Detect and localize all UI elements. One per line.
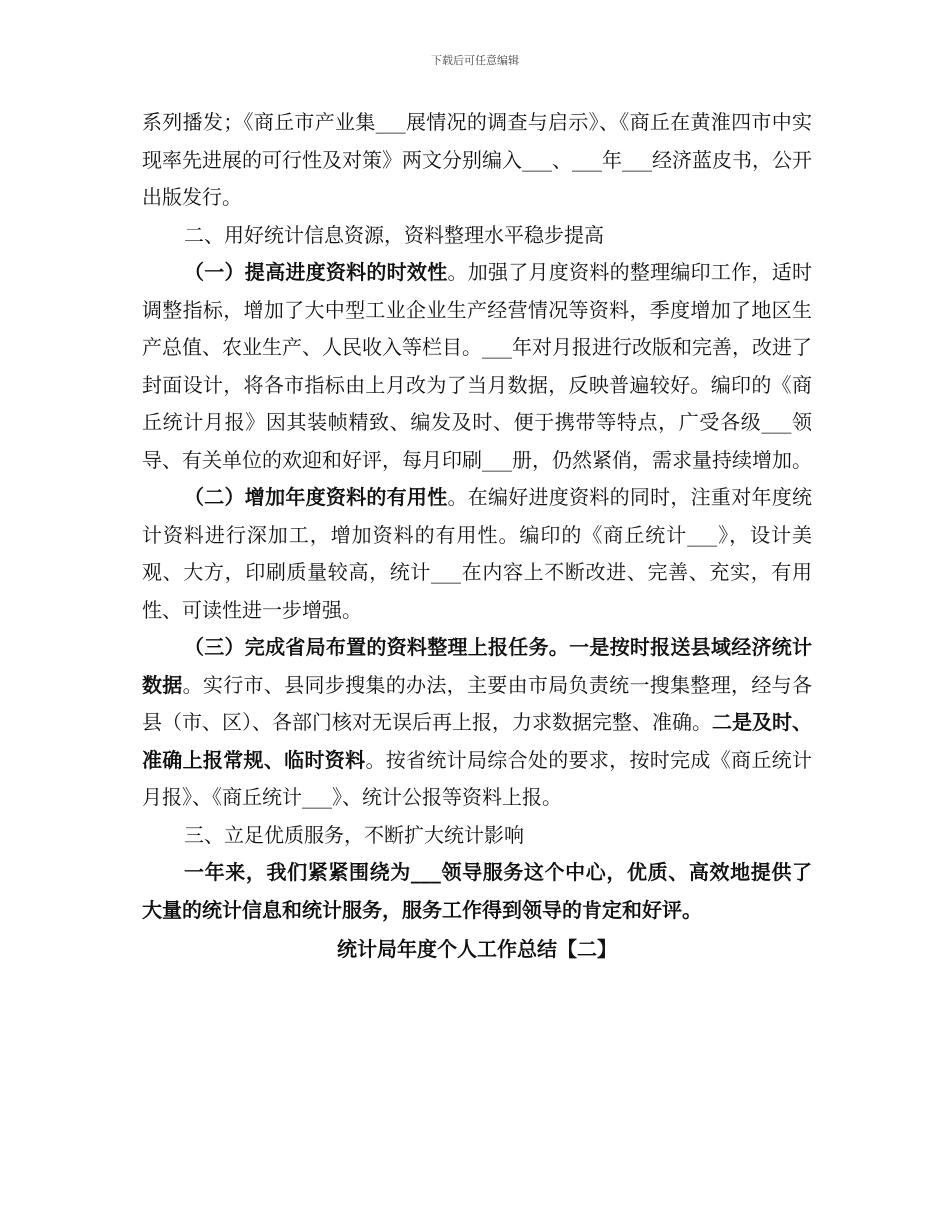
- section-heading-2: 二、用好统计信息资源，资料整理水平稳步提高: [184, 222, 604, 247]
- subsection-1-text: 。加强了月度资料的整理编印工作，适时调整指标，增加了大中型工业企业生产经营情况等资料，季度增加了地区生产总值、农业生产、人民收入等栏目。___年对月报进行改版和完善，改进了封面设计，将各市指标由上月改为了当月数据，反映普遍较好。编印的《商丘统计月报》因其装帧精致、编发及时、便于携带等特点，广受各级___领导、有关单位的欢迎和好评，每月印刷___册，仍然紧俏，需求量持续增加。: [142, 260, 813, 472]
- subsection-3-text-a: 。实行市、县同步搜集的办法，主要由市局负责统一搜集整理，经与各县（市、区）、各部门核对无误后再上报，力求数据完整、准确。: [142, 672, 812, 734]
- document-title: 统计局年度个人工作总结【二】: [337, 937, 617, 961]
- subsection-1-title: （一）提高进度资料的时效性: [184, 260, 448, 284]
- subsection-3-point-b: 二是及时、准确上报常规、临时资料: [142, 710, 812, 772]
- paragraph-intro: 系列播发；《商丘市产业集___展情况的调查与启示》、《商丘在黄淮四市中实现率先进展的可行性及对策》两文分别编入___、___年___经济蓝皮书，公开出版发行。: [142, 110, 812, 209]
- section-heading-3: 三、立足优质服务，不断扩大统计影响: [184, 822, 524, 847]
- subsection-3-title: （三）完成省局布置的资料整理上报任务。一是按时报送县域经济统计数据: [142, 635, 812, 697]
- document-body: [142, 104, 812, 969]
- subsection-3: [142, 629, 812, 817]
- subsection-2-text: 。在编好进度资料的同时，注重对年度统计资料进行深加工，增加资料的有用性。编印的《商丘统计___》，设计美观、大方，印刷质量较高，统计___在内容上不断改进、完善、充实，有用性、可读性进一步增强。: [142, 485, 813, 622]
- subsection-3-text-b: 。按省统计局综合处的要求，按时完成《商丘统计月报》、《商丘统计___》、统计公报等资料上报。: [142, 747, 812, 809]
- subsection-2-title: （二）增加年度资料的有用性: [184, 485, 448, 509]
- paragraph-summary: 一年来，我们紧紧围绕为___领导服务这个中心，优质、高效地提供了大量的统计信息和统计服务，服务工作得到领导的肯定和好评。: [142, 860, 812, 922]
- subsection-1: [142, 254, 812, 479]
- subsection-2: [142, 479, 812, 629]
- page-header: 下载后可任意编辑: [431, 54, 519, 67]
